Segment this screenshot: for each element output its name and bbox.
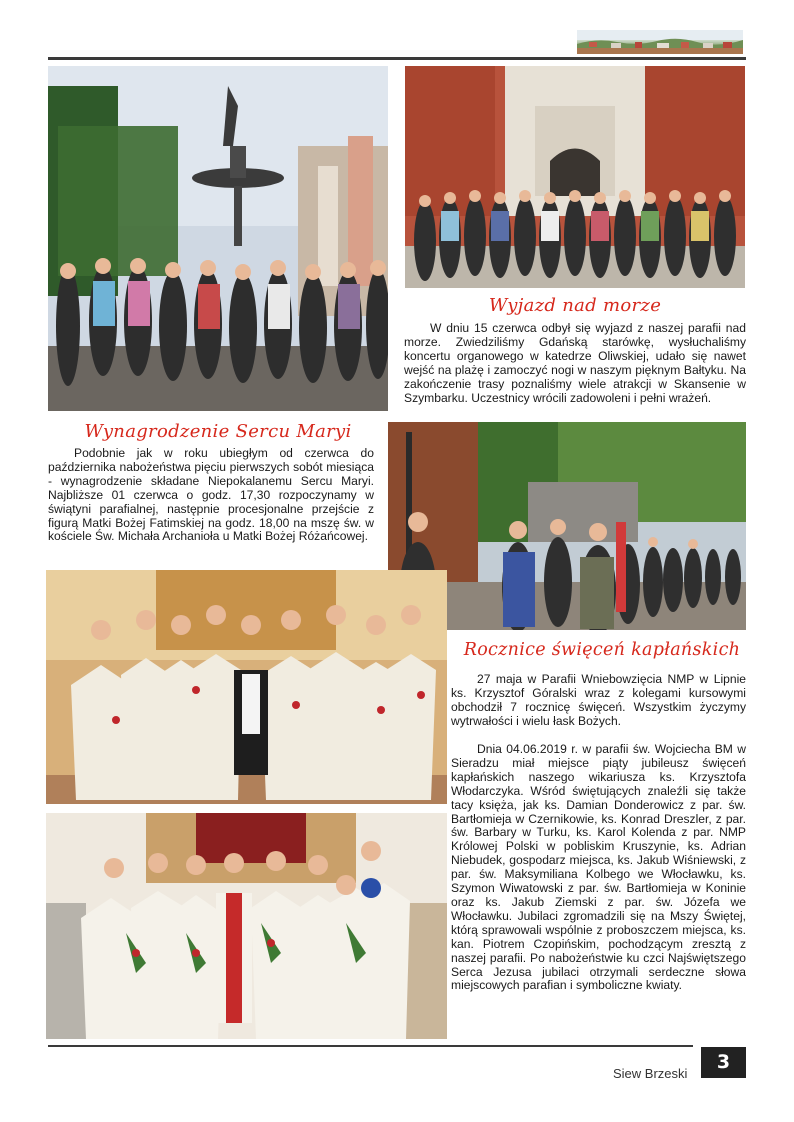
trip-heading: Wyjazd nad morze bbox=[488, 295, 662, 316]
village-banner-image bbox=[577, 30, 743, 54]
photo-neptune-fountain-group bbox=[48, 66, 388, 411]
photo-cathedral-group bbox=[405, 66, 745, 288]
photo-priests-group-2 bbox=[46, 813, 447, 1039]
ordination-body-2: Dnia 04.06.2019 r. w parafii św. Wojciecha BM w Sieradzu miał miejsce piąty jubileusz święceń kapłańskich naszego wikariusza ks. Krzysztofa Włodarczyka. Wśród świętujących znaleźli się także tacy księża, jak ks. Damian Donderowicz z par. św. Bartłomieja w Czernikowie, ks. Konrad Dreszler, z par. św. Barbary w Turku, ks. Karol Kolenda z par. NMP Królowej Polski w pobliskim Kruszynie, ks. Adrian Niebudek, gospodarz miejsca, ks. Jakub Wiśniewski, z par. św. Maksymiliana Kolbego we Włocławku, ks. Szymon Wiwatowski z par. św. Bartłomieja w Koninie oraz ks. Jakub Ziemski z par. św. Józefa we Włocławku. Jubilaci zgromadzili się na Mszy Świętej, którą sprawowali wspólnie z proboszczem miejsca, ks. kan. Piotrem Czopińskim, pochodzącym zresztą z naszej parafii. Po nabożeństwie ku czci Najświętszego Serca Jezusa jubilaci otrzymali serdeczne słowa miejscowych parafian i symboliczne kwiaty. bbox=[451, 742, 746, 993]
photo-priests-group-1 bbox=[46, 570, 447, 804]
header-rule bbox=[48, 57, 746, 60]
footer-rule bbox=[48, 1045, 693, 1047]
heart-heading: Wynagrodzenie Sercu Maryi bbox=[84, 421, 352, 442]
ordination-body-1: 27 maja w Parafii Wniebowzięcia NMP w Lipnie ks. Krzysztof Góralski wraz z kolegami kursowymi obchodził 7 rocznicę święceń. Wszystkim życzymy wytrwałości i wielu łask Bożych. bbox=[451, 672, 746, 728]
ordination-heading: Rocznice święceń kapłańskich bbox=[463, 640, 741, 660]
trip-body: W dniu 15 czerwca odbył się wyjazd z naszej parafii nad morze. Zwiedziliśmy Gdańską starówkę, wysłuchaliśmy koncertu organowego w katedrze Oliwskiej, udało się nawet wejść na plażę i zamoczyć nogi w naszym pięknym Bałtyku. Na zakończenie trasy poznaliśmy wiele atrakcji w Skansenie w Szymbarku. Uczestnicy wrócili zadowoleni i pełni wrażeń. bbox=[404, 321, 746, 405]
heart-body: Podobnie jak w roku ubiegłym od czerwca do października nabożeństwa pięciu pierwszych sobót miesiąca - wynagrodzenie składane Niepokalanemu Sercu Maryi. Najbliższe 01 czerwca o godz. 17,30 rozpoczynamy w świątyni parafialnej, następnie procesjonalne przejście z figurą Matki Bożej Fatimskiej na godz. 18,00 na mszę św. w kościele Św. Michała Archanioła u Matki Bożej Różańcowej. bbox=[48, 446, 374, 544]
page-number: 3 bbox=[701, 1047, 746, 1078]
publication-name: Siew Brzeski bbox=[613, 1066, 688, 1081]
